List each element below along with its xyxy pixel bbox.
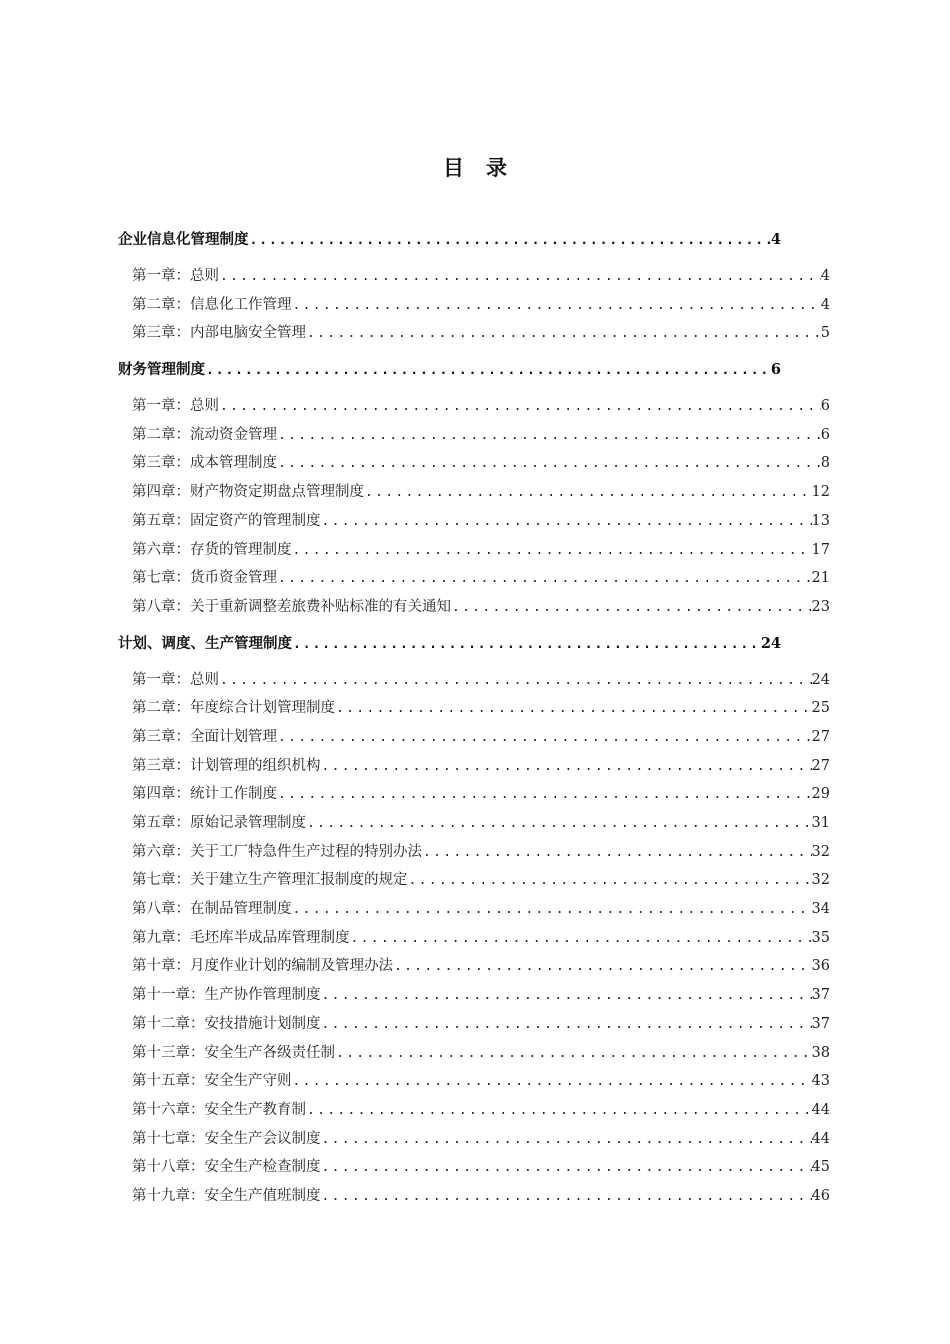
toc-entry-label: 计划、调度、生产管理制度 (118, 634, 292, 652)
toc-chapter-entry[interactable] (118, 981, 830, 1010)
toc-page-number: 35 (811, 929, 830, 946)
toc-page-number: 12 (811, 484, 830, 501)
dot-leader (292, 292, 821, 320)
toc-page-number: 32 (811, 843, 830, 860)
toc-section-entry[interactable] (118, 630, 781, 658)
dot-leader (321, 1126, 812, 1154)
toc-page-number: 31 (811, 815, 830, 831)
toc-page-number: 45 (811, 1159, 830, 1176)
toc-page-number: 24 (760, 634, 781, 652)
toc-chapter-entry[interactable] (118, 752, 830, 781)
toc-page-number: 17 (811, 541, 830, 558)
toc-page-number: 37 (811, 1015, 830, 1032)
toc-entry-label: 第五章：固定资产的管理制度 (132, 512, 321, 529)
dot-leader (321, 508, 812, 536)
toc-entry-label: 第九章：毛坯库半成品库管理制度 (132, 929, 350, 946)
dot-leader (306, 810, 812, 838)
toc-entry-label: 第二章：年度综合计划管理制度 (132, 700, 335, 717)
dot-leader (451, 594, 812, 622)
dot-leader (350, 925, 812, 953)
dot-leader (321, 1183, 812, 1211)
toc-chapter-entry[interactable] (118, 809, 830, 838)
toc-entry-label: 第十一章：生产协作管理制度 (132, 987, 321, 1004)
toc-page-number: 46 (811, 1187, 830, 1204)
dot-leader (277, 422, 821, 450)
toc-chapter-entry[interactable] (118, 593, 830, 622)
dot-leader (321, 1154, 812, 1182)
dot-leader (277, 565, 812, 593)
toc-page-number: 38 (811, 1044, 830, 1061)
toc-section-entry[interactable] (118, 356, 781, 384)
toc-chapter-entry[interactable] (118, 478, 830, 507)
toc-chapter-entry[interactable] (118, 838, 830, 867)
toc-page-number: 44 (811, 1130, 830, 1147)
toc-chapter-entry[interactable] (118, 291, 830, 320)
toc-entry-label: 第四章：财产物资定期盘点管理制度 (132, 484, 364, 501)
dot-leader (422, 839, 812, 867)
toc-page-number: 6 (820, 426, 830, 443)
dot-leader (393, 953, 812, 981)
toc-entry-label: 第二章：信息化工作管理 (132, 296, 292, 313)
toc-page-number: 44 (811, 1101, 830, 1118)
toc-chapter-entry[interactable] (118, 564, 830, 593)
title-char-1: 目 (443, 155, 464, 180)
toc-page-number: 6 (770, 361, 781, 379)
toc-entry-label: 第七章：货币资金管理 (132, 570, 277, 587)
toc-chapter-entry[interactable] (118, 1010, 830, 1039)
toc-page-number: 23 (811, 598, 830, 615)
toc-chapter-entry[interactable] (118, 262, 830, 291)
toc-chapter-entry[interactable] (118, 952, 830, 981)
dot-leader (306, 1097, 812, 1125)
dot-leader (321, 982, 812, 1010)
dot-leader (292, 896, 812, 924)
toc-entry-label: 财务管理制度 (118, 361, 205, 379)
dot-leader (292, 1068, 812, 1096)
toc-chapter-entry[interactable] (118, 866, 830, 895)
toc-entry-label: 第二章：流动资金管理 (132, 426, 277, 443)
toc-entry-label: 第一章：总则 (132, 398, 219, 415)
toc-section-entry[interactable] (118, 226, 781, 254)
dot-leader (219, 393, 821, 421)
toc-page-number: 37 (811, 987, 830, 1004)
toc-chapter-entry[interactable] (118, 421, 830, 450)
toc-entry-label: 第一章：总则 (132, 671, 219, 688)
toc-page-number: 4 (770, 231, 781, 248)
toc-page-number: 25 (811, 700, 830, 717)
toc-page-number: 27 (811, 757, 830, 774)
toc-entry-label: 第十七章：安全生产会议制度 (132, 1130, 321, 1147)
toc-entry-label: 第十九章：安全生产值班制度 (132, 1187, 321, 1204)
dot-leader (335, 1040, 812, 1068)
toc-page-number: 32 (811, 872, 830, 889)
toc-chapter-entry[interactable] (118, 1182, 830, 1211)
dot-leader (249, 227, 771, 254)
toc-chapter-entry[interactable] (118, 780, 830, 809)
toc-entry-label: 第十五章：安全生产守则 (132, 1073, 292, 1090)
toc-chapter-entry[interactable] (118, 392, 830, 421)
dot-leader (277, 450, 821, 478)
page-title (0, 152, 950, 182)
toc-chapter-entry[interactable] (118, 895, 830, 924)
toc-entry-label: 第三章：内部电脑安全管理 (132, 325, 306, 342)
title-char-2: 录 (486, 155, 507, 180)
dot-leader (219, 667, 812, 695)
toc-chapter-entry[interactable] (118, 449, 830, 478)
toc-chapter-entry[interactable] (118, 1067, 830, 1096)
toc-entry-label: 第十八章：安全生产检查制度 (132, 1159, 321, 1176)
dot-leader (321, 753, 812, 781)
toc-chapter-entry[interactable] (118, 666, 830, 695)
toc-entry-label: 第一章：总则 (132, 268, 219, 284)
dot-leader (335, 695, 812, 723)
toc-page-number: 29 (811, 786, 830, 803)
toc-entry-label: 第十六章：安全生产教育制 (132, 1101, 306, 1118)
toc-entry-label: 第八章：在制品管理制度 (132, 901, 292, 918)
toc-chapter-entry[interactable] (118, 1153, 830, 1182)
toc-page-number: 36 (811, 958, 830, 975)
toc-page-number: 4 (820, 296, 830, 313)
toc-chapter-entry[interactable] (118, 1096, 830, 1125)
toc-entry-label: 第六章：关于工厂特急件生产过程的特别办法 (132, 843, 422, 860)
dot-leader (292, 537, 812, 565)
toc-page-number: 13 (811, 512, 830, 529)
toc-entry-label: 第五章：原始记录管理制度 (132, 815, 306, 831)
dot-leader (408, 867, 812, 895)
toc-entry-label: 第四章：统计工作制度 (132, 786, 277, 803)
toc-entry-label: 第十二章：安技措施计划制度 (132, 1015, 321, 1032)
toc-page-number: 8 (820, 455, 830, 472)
toc-entry-label: 企业信息化管理制度 (118, 231, 249, 248)
toc-chapter-entry[interactable] (118, 507, 830, 536)
toc-entry-label: 第三章：全面计划管理 (132, 728, 277, 745)
toc-entry-label: 第七章：关于建立生产管理汇报制度的规定 (132, 872, 408, 889)
dot-leader (292, 631, 761, 658)
toc-chapter-entry[interactable] (118, 924, 830, 953)
toc-page-number: 6 (820, 398, 830, 415)
toc-page-number: 43 (811, 1073, 830, 1090)
toc-entry-label: 第十章：月度作业计划的编制及管理办法 (132, 958, 393, 975)
toc-page-number: 5 (820, 325, 830, 342)
toc-page-number: 27 (811, 728, 830, 745)
dot-leader (306, 320, 821, 348)
dot-leader (277, 724, 812, 752)
toc-entry-label: 第三章：计划管理的组织机构 (132, 757, 321, 774)
toc-page-number: 34 (811, 901, 830, 918)
toc-chapter-entry[interactable] (118, 1125, 830, 1154)
toc-page-number: 21 (811, 570, 830, 587)
toc-chapter-entry[interactable] (118, 723, 830, 752)
toc-entry-label: 第八章：关于重新调整差旅费补贴标准的有关通知 (132, 598, 451, 615)
dot-leader (205, 357, 771, 384)
toc-page-number: 4 (820, 268, 830, 284)
toc-chapter-entry[interactable] (118, 319, 830, 348)
toc-chapter-entry[interactable] (118, 536, 830, 565)
dot-leader (277, 781, 812, 809)
toc-chapter-entry[interactable] (118, 1039, 830, 1068)
toc-chapter-entry[interactable] (118, 694, 830, 723)
dot-leader (219, 263, 821, 291)
toc-entry-label: 第十三章：安全生产各级责任制 (132, 1044, 335, 1061)
toc-entry-label: 第三章：成本管理制度 (132, 455, 277, 472)
toc-entry-label: 第六章：存货的管理制度 (132, 541, 292, 558)
table-of-contents (118, 226, 830, 1211)
dot-leader (321, 1011, 812, 1039)
dot-leader (364, 479, 812, 507)
toc-page-number: 24 (811, 671, 830, 688)
